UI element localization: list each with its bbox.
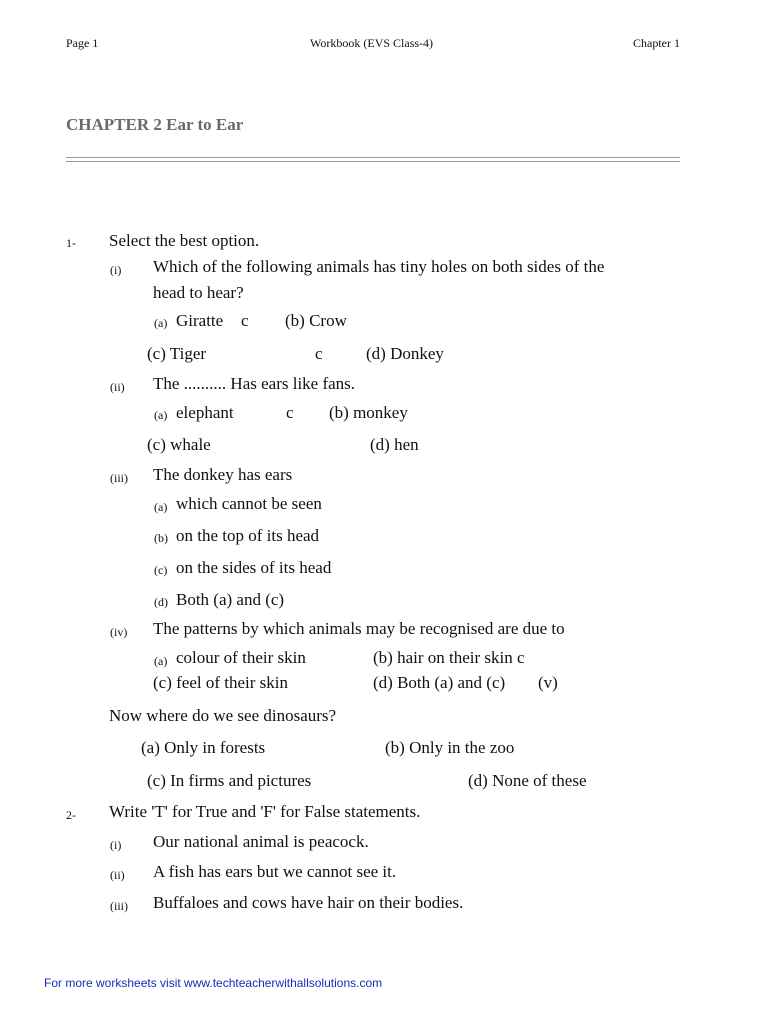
q1-iii-opt-a: which cannot be seen	[176, 494, 322, 513]
header-chapter: Chapter 1	[633, 36, 680, 50]
q1-v-opt-c: (c) In firms and pictures	[147, 771, 312, 790]
q1-i-opt-d: (d) Donkey	[366, 344, 444, 363]
q1-iv-opt-a-label: (a)	[154, 654, 168, 668]
q1-iii-opt-a-label: (a)	[154, 500, 168, 514]
q1-ii-opt-a-mark: c	[286, 403, 294, 422]
q1-iii-text: The donkey has ears	[153, 465, 293, 484]
q1-i-text-line1: Which of the following animals has tiny holes on both sides of the	[153, 257, 605, 276]
q2-item-text: A fish has ears but we cannot see it.	[153, 862, 397, 881]
q1-i-opt-b: (b) Crow	[285, 311, 347, 330]
q1-iv-opt-c: (c) feel of their skin	[153, 673, 288, 692]
q1-iii-opt-b-label: (b)	[154, 531, 168, 545]
q1-ii-text: The .......... Has ears like fans.	[153, 374, 356, 393]
q2-item-label: (ii)	[110, 868, 125, 882]
q1-ii-opt-a: elephant	[176, 403, 234, 422]
q1-ii-opt-d: (d) hen	[370, 435, 419, 454]
title-rule-bottom	[66, 161, 680, 162]
q2-item-label: (i)	[110, 838, 122, 852]
q1-iii-opt-b: on the top of its head	[176, 526, 320, 545]
q1-i-opt-a-label: (a)	[154, 316, 168, 330]
q1-v-opt-d: (d) None of these	[468, 771, 587, 790]
q1-v-opt-b: (b) Only in the zoo	[385, 738, 515, 757]
q1-iv-opt-d: (d) Both (a) and (c)	[373, 673, 506, 692]
q1-v-opt-a: (a) Only in forests	[141, 738, 266, 757]
q2-item-label: (iii)	[110, 899, 128, 913]
q1-i-opt-c: (c) Tiger	[147, 344, 207, 363]
q1-iii-opt-c-label: (c)	[154, 563, 168, 577]
q1-iii-label: (iii)	[110, 471, 128, 485]
header-page: Page 1	[66, 36, 99, 50]
q1-iii-opt-d-label: (d)	[154, 595, 168, 609]
q1-iv-opt-b: (b) hair on their skin c	[373, 648, 525, 667]
q2-item-text: Our national animal is peacock.	[153, 832, 369, 851]
q1-ii-opt-b: (b) monkey	[329, 403, 408, 422]
footer-link[interactable]: For more worksheets visit www.techteacherwithallsolutions.com	[44, 976, 383, 990]
q2-prompt: Write 'T' for True and 'F' for False statements.	[109, 802, 421, 821]
q1-iv-label: (iv)	[110, 625, 128, 639]
chapter-title: CHAPTER 2 Ear to Ear	[66, 115, 244, 134]
q1-v-text: Now where do we see dinosaurs?	[109, 706, 337, 725]
q1-i-text-line2: head to hear?	[153, 283, 244, 302]
q1-ii-label: (ii)	[110, 380, 125, 394]
q1-i-opt-a-mark: c	[241, 311, 249, 330]
header-title: Workbook (EVS Class-4)	[310, 36, 434, 50]
q1-i-opt-a: Giratte	[176, 311, 224, 330]
q1-iv-opt-a: colour of their skin	[176, 648, 306, 667]
q1-iii-opt-c: on the sides of its head	[176, 558, 332, 577]
title-rule-top	[66, 157, 680, 158]
q1-ii-opt-a-label: (a)	[154, 408, 168, 422]
q1-prompt: Select the best option.	[109, 231, 260, 250]
q1-i-opt-c-mark: c	[315, 344, 323, 363]
q2-number: 2-	[66, 808, 76, 822]
q1-v-label: (v)	[538, 673, 558, 692]
q1-iii-opt-d: Both (a) and (c)	[176, 590, 285, 609]
q1-number: 1-	[66, 236, 76, 250]
q1-ii-opt-c: (c) whale	[147, 435, 211, 454]
q2-item-text: Buffaloes and cows have hair on their bodies.	[153, 893, 464, 912]
q1-iv-text: The patterns by which animals may be recognised are due to	[153, 619, 565, 638]
q1-i-label: (i)	[110, 263, 122, 277]
